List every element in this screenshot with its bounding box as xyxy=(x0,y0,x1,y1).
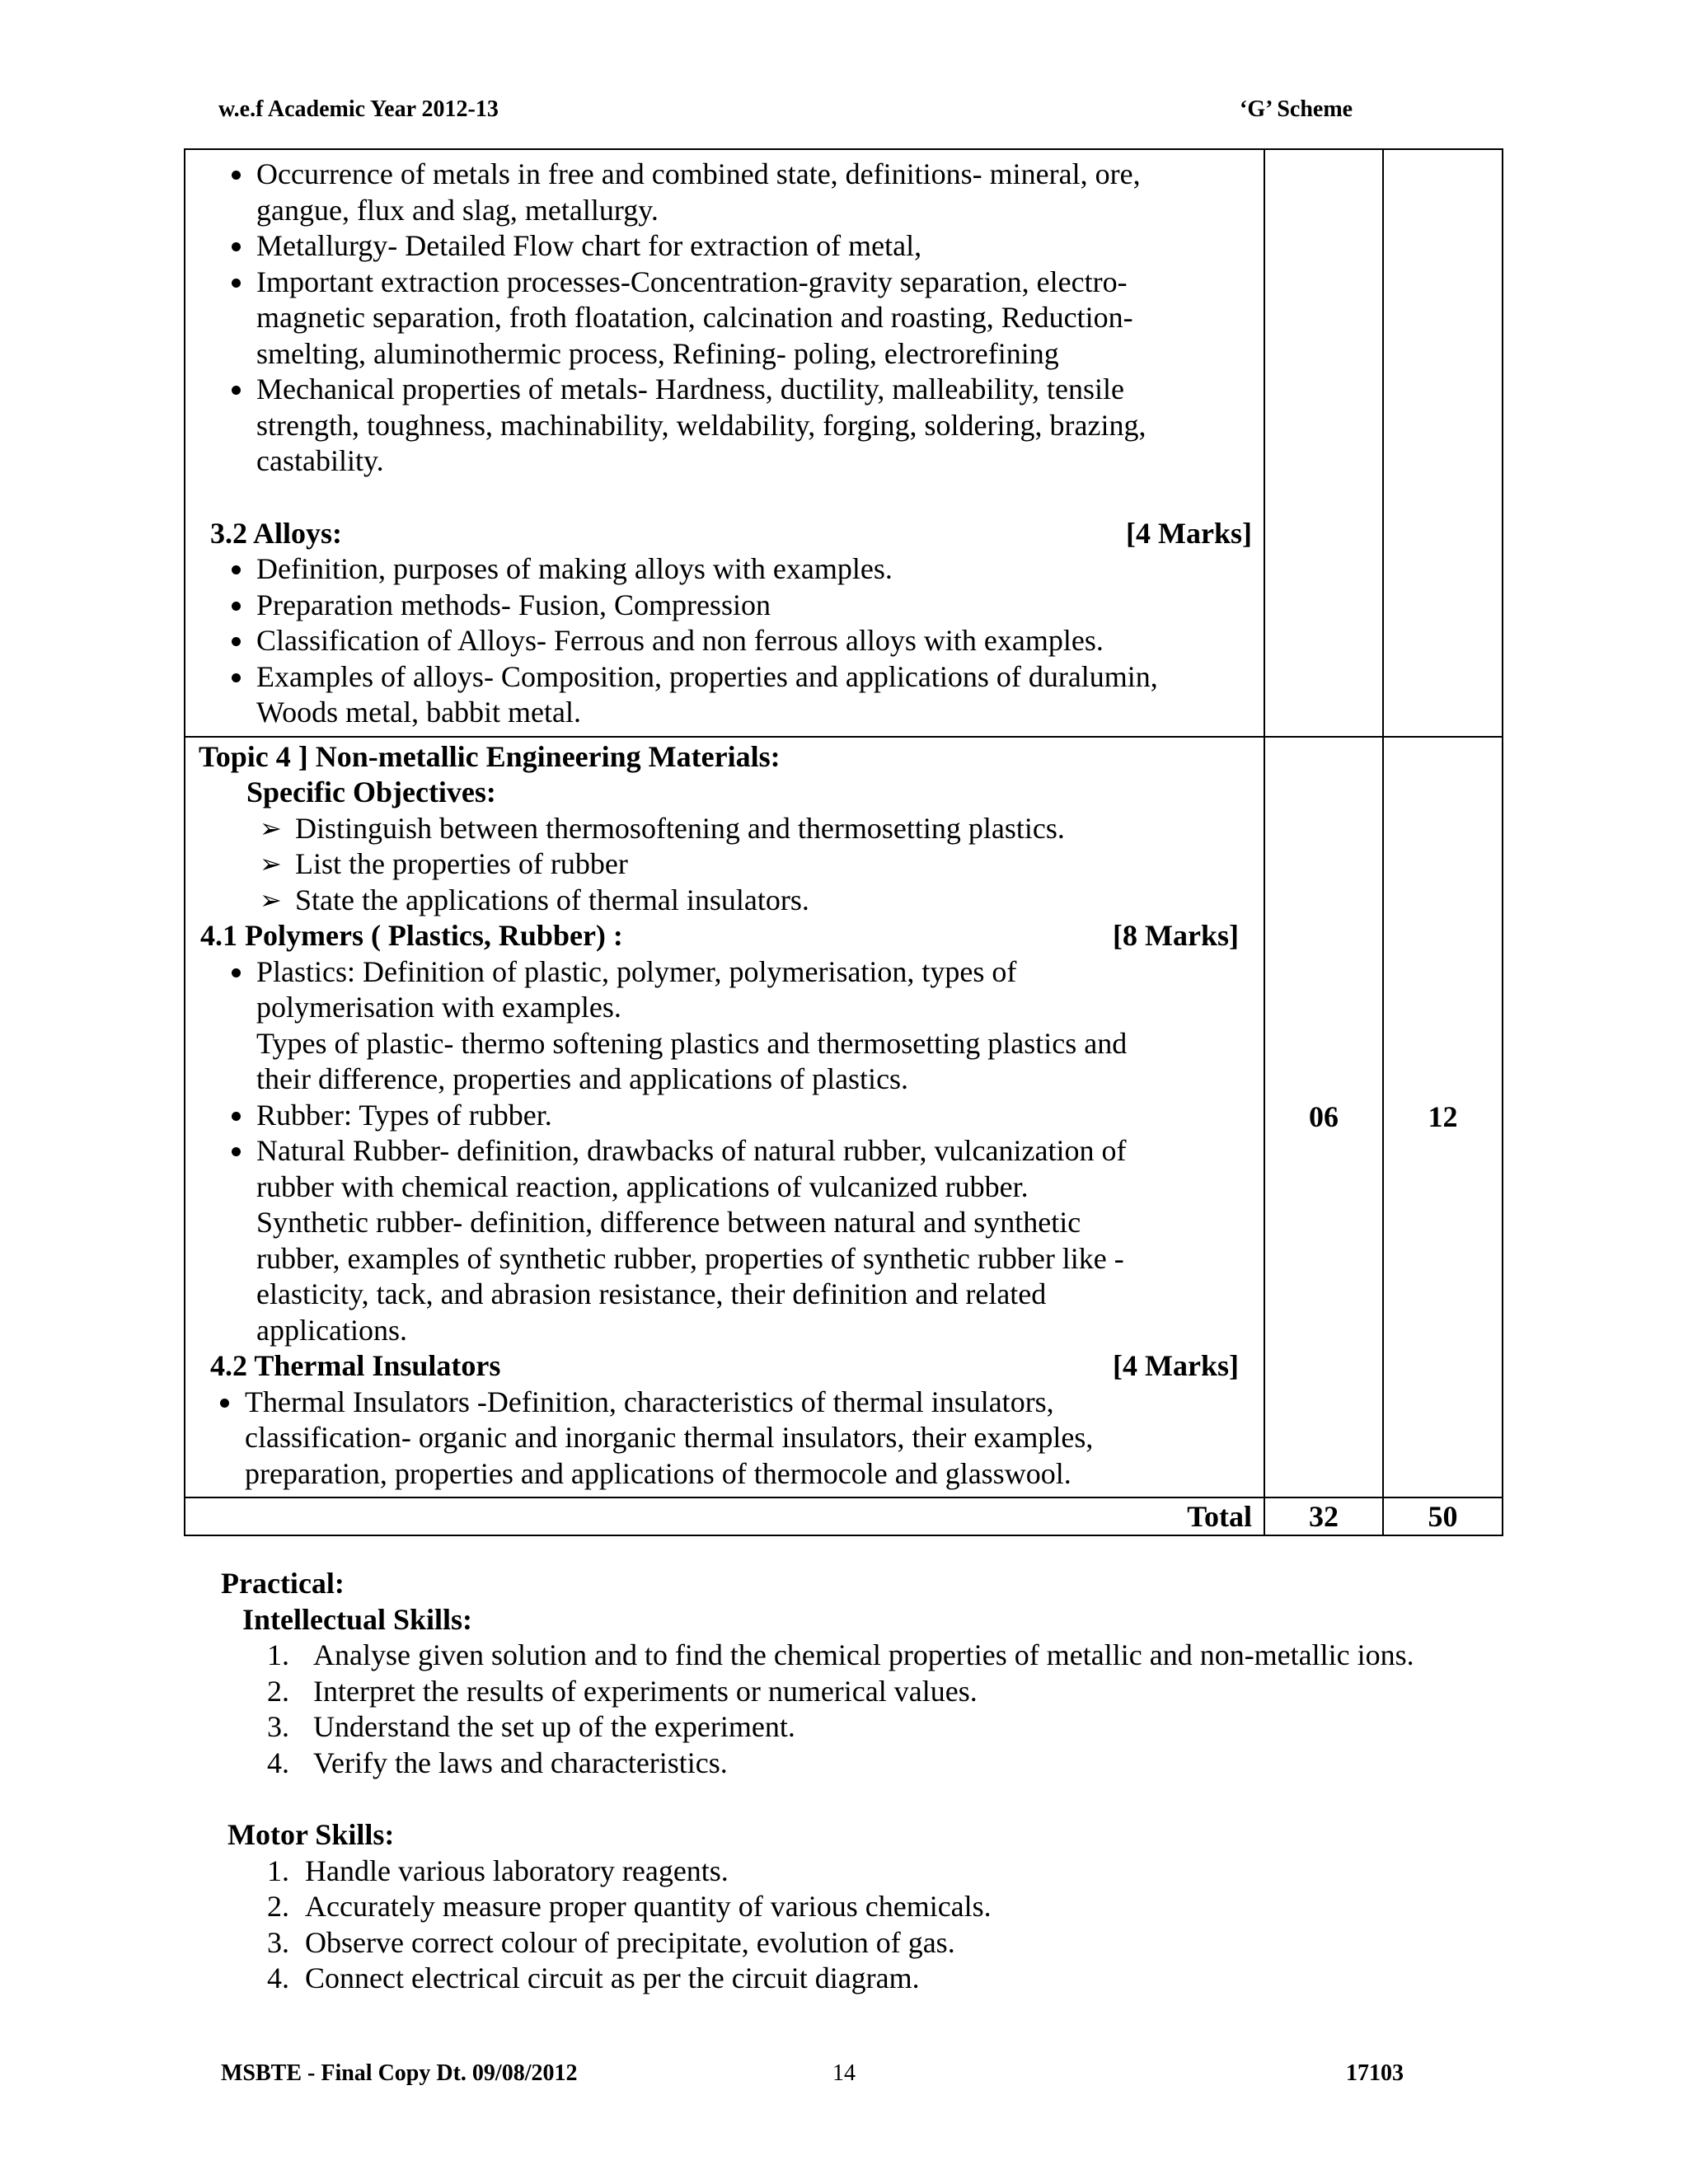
section-title: 4.2 Thermal Insulators xyxy=(210,1349,501,1382)
practical-title: Practical: xyxy=(221,1567,345,1600)
list-item xyxy=(200,157,1252,228)
list-item xyxy=(200,228,1252,265)
list-item-line: Mechanical properties of metals- Hardness, ductility, malleability, tensile xyxy=(256,373,1124,405)
list-item-line: elasticity, tack, and abrasion resistance, their definition and related xyxy=(256,1277,1047,1310)
list-item xyxy=(200,1133,1252,1348)
list-item-line: applications. xyxy=(256,1313,407,1347)
list-item-line: polymerisation with examples. xyxy=(256,991,621,1024)
item-text: Verify the laws and characteristics. xyxy=(313,1746,728,1779)
list-item-line: strength, toughness, machinability, weldability, forging, soldering, brazing, xyxy=(256,408,1146,442)
list-item xyxy=(227,1854,1513,1890)
motor-skills-list xyxy=(227,1854,1513,1997)
topic-title: Topic 4 ] Non-metallic Engineering Materials: xyxy=(199,739,781,773)
syllabus-table xyxy=(184,148,1503,1536)
table-row xyxy=(185,149,1503,737)
content-cell xyxy=(185,737,1264,1498)
hours-cell xyxy=(1264,149,1383,737)
table-row xyxy=(185,737,1503,1498)
header-scheme: ‘G’ Scheme xyxy=(1240,96,1353,122)
list-item xyxy=(221,1674,1507,1710)
list-item-line: Occurrence of metals in free and combined state, definitions- mineral, ore, xyxy=(256,157,1141,190)
list-item-line: their difference, properties and applications of plastics. xyxy=(256,1062,909,1095)
practical-section xyxy=(221,1566,1507,1781)
content-cell xyxy=(185,149,1264,737)
list-item xyxy=(200,659,1252,731)
list-item xyxy=(200,372,1252,480)
list-item-line: Woods metal, babbit metal. xyxy=(256,696,582,729)
list-item xyxy=(200,588,1252,624)
list-item xyxy=(200,954,1252,1098)
alloys-bullet-list xyxy=(200,551,1252,731)
list-item-line: Rubber: Types of rubber. xyxy=(256,1098,552,1132)
item-text: Interpret the results of experiments or numerical values. xyxy=(313,1674,978,1708)
item-text: Understand the set up of the experiment. xyxy=(313,1710,795,1743)
objectives-title: Specific Objectives: xyxy=(246,776,496,808)
list-item-line: smelting, aluminothermic process, Refining- poling, electrorefining xyxy=(256,336,1059,370)
intellectual-skills-title: Intellectual Skills: xyxy=(242,1602,473,1636)
hours-value: 06 xyxy=(1264,737,1383,1498)
item-text: Analyse given solution and to find the chemical properties of metallic and non-metallic ions. xyxy=(313,1638,1414,1671)
footer-page-number: 14 xyxy=(832,2060,856,2086)
objectives-list xyxy=(200,811,1252,919)
item-text: Connect electrical circuit as per the circuit diagram. xyxy=(305,1961,920,1994)
item-text: Handle various laboratory reagents. xyxy=(305,1854,729,1887)
total-row xyxy=(185,1497,1503,1535)
list-item xyxy=(227,1889,1513,1925)
objective-item: ➢ List the properties of rubber xyxy=(200,846,1252,883)
list-item xyxy=(200,1098,1252,1134)
section-heading-3-2 xyxy=(200,516,1252,552)
list-item xyxy=(227,1925,1513,1961)
list-item-line: castability. xyxy=(256,444,384,477)
list-item-line: Plastics: Definition of plastic, polymer, polymerisation, types of xyxy=(256,954,1017,988)
list-item-line: magnetic separation, froth floatation, calcination and roasting, Reduction- xyxy=(256,301,1133,334)
list-item-line: Natural Rubber- definition, drawbacks of natural rubber, vulcanization of xyxy=(256,1134,1127,1167)
total-label: Total xyxy=(185,1497,1264,1535)
item-number: 1. xyxy=(267,1854,289,1887)
section-title: 3.2 Alloys: xyxy=(210,516,343,550)
marks-value: 12 xyxy=(1383,737,1503,1498)
section-heading-4-1 xyxy=(200,918,1252,954)
list-item xyxy=(189,1385,1252,1493)
topic3-bullet-list xyxy=(200,157,1252,480)
list-item-line: Synthetic rubber- definition, difference between natural and synthetic xyxy=(256,1206,1081,1239)
item-number: 2. xyxy=(267,1674,289,1708)
list-item xyxy=(227,1961,1513,1997)
list-item-line: classification- organic and inorganic thermal insulators, their examples, xyxy=(245,1421,1094,1454)
list-item-line: rubber with chemical reaction, applications of vulcanized rubber. xyxy=(256,1169,1029,1203)
intellectual-skills-list xyxy=(221,1638,1507,1781)
list-item-line: Thermal Insulators -Definition, characteristics of thermal insulators, xyxy=(245,1385,1054,1418)
section-title: 4.1 Polymers ( Plastics, Rubber) : xyxy=(200,919,623,952)
list-item-line: gangue, flux and slag, metallurgy. xyxy=(256,193,659,227)
list-item xyxy=(200,265,1252,373)
marks-cell xyxy=(1383,149,1503,737)
motor-skills-title: Motor Skills: xyxy=(227,1818,395,1851)
list-item-line: Important extraction processes-Concentration-gravity separation, electro- xyxy=(256,265,1128,298)
section-heading-4-2 xyxy=(200,1348,1252,1385)
list-item xyxy=(221,1638,1507,1674)
section-marks: [4 Marks] xyxy=(1126,516,1252,550)
list-item-line: preparation, properties and applications of thermocole and glasswool. xyxy=(245,1456,1071,1490)
list-item-line: Classification of Alloys- Ferrous and non ferrous alloys with examples. xyxy=(256,624,1104,657)
list-item-line: rubber, examples of synthetic rubber, properties of synthetic rubber like - xyxy=(256,1241,1124,1275)
item-text: Accurately measure proper quantity of various chemicals. xyxy=(305,1890,992,1923)
list-item xyxy=(200,623,1252,659)
item-number: 4. xyxy=(267,1961,289,1994)
insulators-bullet-list xyxy=(189,1385,1252,1493)
footer-final-copy: MSBTE - Final Copy Dt. 09/08/2012 xyxy=(221,2060,578,2086)
list-item-line: Types of plastic- thermo softening plastics and thermosetting plastics and xyxy=(256,1026,1128,1060)
item-number: 3. xyxy=(267,1925,289,1959)
list-item xyxy=(221,1746,1507,1782)
list-item-line: Metallurgy- Detailed Flow chart for extraction of metal, xyxy=(256,229,922,262)
total-marks: 50 xyxy=(1383,1497,1503,1535)
objective-item: ➢ Distinguish between thermosoftening and thermosetting plastics. xyxy=(200,811,1252,847)
list-item xyxy=(221,1709,1507,1746)
footer-subject-code: 17103 xyxy=(1346,2060,1404,2086)
item-text: Observe correct colour of precipitate, evolution of gas. xyxy=(305,1925,955,1959)
list-item-line: Examples of alloys- Composition, properties and applications of duralumin, xyxy=(256,659,1158,693)
section-marks: [8 Marks] xyxy=(1113,919,1239,952)
polymers-bullet-list xyxy=(200,954,1252,1349)
motor-skills-section xyxy=(227,1817,1513,1997)
item-number: 3. xyxy=(267,1710,289,1743)
total-hours: 32 xyxy=(1264,1497,1383,1535)
header-academic-year: w.e.f Academic Year 2012-13 xyxy=(218,96,499,122)
objective-item: ➢ State the applications of thermal insulators. xyxy=(200,883,1252,919)
list-item-line: Definition, purposes of making alloys with examples. xyxy=(256,552,893,585)
list-item xyxy=(200,551,1252,588)
item-number: 2. xyxy=(267,1890,289,1923)
list-item-line: Preparation methods- Fusion, Compression xyxy=(256,588,771,621)
item-number: 1. xyxy=(267,1638,289,1671)
item-number: 4. xyxy=(267,1746,289,1779)
section-marks: [4 Marks] xyxy=(1113,1349,1239,1382)
